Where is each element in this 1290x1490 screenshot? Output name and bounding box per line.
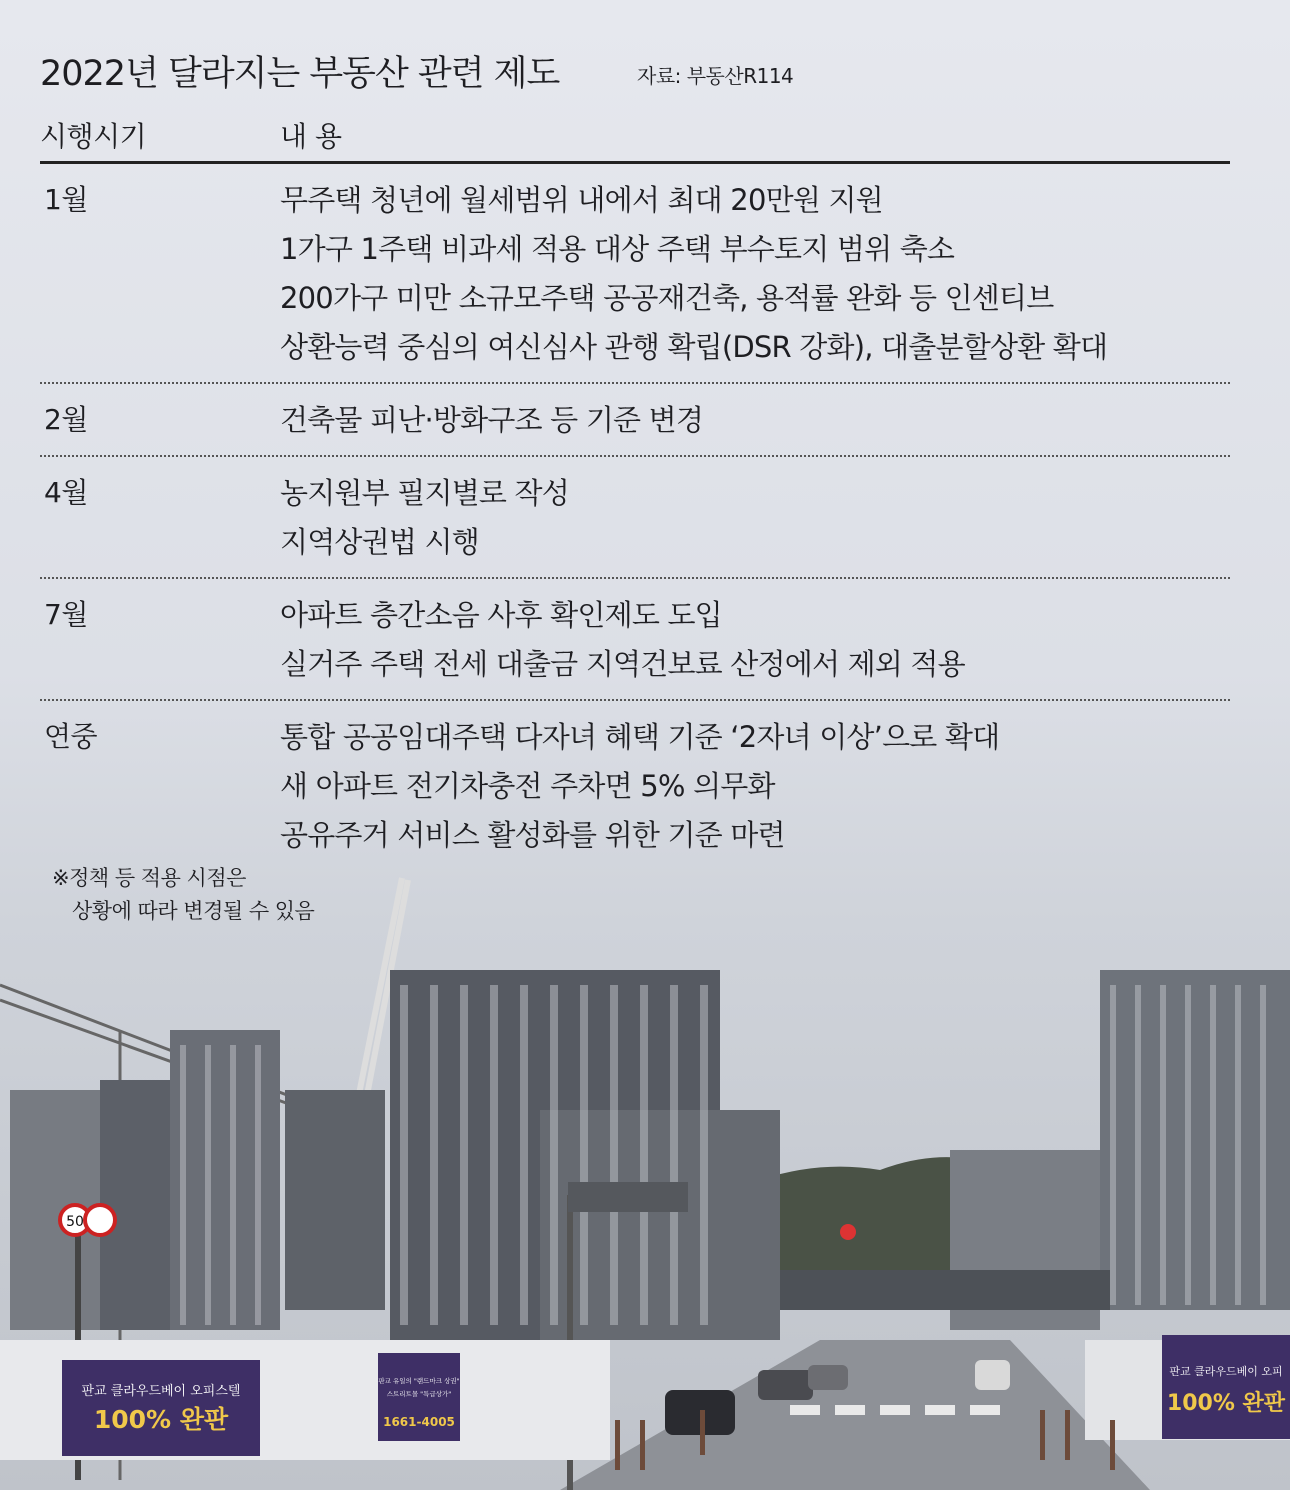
turn-sign xyxy=(85,1205,115,1235)
footnote xyxy=(52,862,314,928)
row-item: 200가구 미만 소규모주택 공공재건축, 용적률 완화 등 인센티브 xyxy=(280,281,1054,315)
row-item: 농지원부 필지별로 작성 xyxy=(280,476,569,510)
banner-right-line2: 100% 완판 xyxy=(1166,1391,1286,1416)
row-period: 7월 xyxy=(44,598,88,631)
building xyxy=(285,1090,385,1310)
overpass xyxy=(780,1270,1110,1310)
row-item: 실거주 주택 전세 대출금 지역건보료 산정에서 제외 적용 xyxy=(280,647,965,681)
banner-center xyxy=(378,1353,460,1441)
banner-center-phone: 1661-4005 xyxy=(383,1415,455,1429)
banner-center-line1: 판교 유일의 "랜드마크 상권" xyxy=(378,1377,460,1385)
banner-left-line2: 100% 완판 xyxy=(93,1405,229,1434)
header xyxy=(40,40,1240,94)
row-item: 통합 공공임대주택 다자녀 혜택 기준 ‘2자녀 이상’으로 확대 xyxy=(280,720,1000,754)
banner-left-line1: 판교 클라우드베이 오피스텔 xyxy=(81,1384,241,1399)
car xyxy=(975,1360,1010,1390)
car xyxy=(808,1365,848,1390)
row-item: 새 아파트 전기차충전 주차면 5% 의무화 xyxy=(280,769,775,803)
car xyxy=(758,1370,813,1400)
row-item: 지역상권법 시행 xyxy=(280,525,479,559)
policy-table xyxy=(40,164,1230,870)
table-row xyxy=(40,457,1230,579)
row-period: 4월 xyxy=(44,476,88,509)
banner-right xyxy=(1162,1335,1290,1439)
row-period: 2월 xyxy=(44,403,88,436)
row-item: 아파트 층간소음 사후 확인제도 도입 xyxy=(280,598,722,632)
table-row xyxy=(40,164,1230,384)
row-item: 1가구 1주택 비과세 적용 대상 주택 부수토지 범위 축소 xyxy=(280,232,955,266)
row-item: 무주택 청년에 월세범위 내에서 최대 20만원 지원 xyxy=(280,183,883,217)
page-title: 2022년 달라지는 부동산 관련 제도 xyxy=(40,54,560,94)
red-light xyxy=(840,1224,856,1240)
table-row xyxy=(40,701,1230,870)
row-period: 연중 xyxy=(44,720,98,753)
row-period: 1월 xyxy=(44,183,88,216)
footnote-line-2: 상황에 따라 변경될 수 있음 xyxy=(72,899,315,923)
column-header-content: 내 용 xyxy=(280,120,342,153)
column-header-period: 시행시기 xyxy=(40,120,147,153)
table-row xyxy=(40,579,1230,701)
building xyxy=(540,1110,780,1340)
speed-sign-label: 50 xyxy=(66,1214,84,1230)
row-item: 상환능력 중심의 여신심사 관행 확립(DSR 강화), 대출분할상환 확대 xyxy=(280,330,1108,364)
table-row xyxy=(40,384,1230,457)
footnote-line-1: ※정책 등 적용 시점은 xyxy=(52,866,246,890)
source-label: 자료: 부동산R114 xyxy=(637,64,794,88)
table-header xyxy=(40,115,1230,164)
building xyxy=(170,1030,280,1330)
row-item: 공유주거 서비스 활성화를 위한 기준 마련 xyxy=(280,818,785,852)
banner-center-line2: 스트리트몰 "특급상가" xyxy=(386,1390,452,1398)
banner-right-line1: 판교 클라우드베이 오피 xyxy=(1169,1365,1283,1378)
banner-left xyxy=(62,1360,260,1456)
row-item: 건축물 피난·방화구조 등 기준 변경 xyxy=(280,403,704,437)
traffic-signal-board xyxy=(568,1182,688,1212)
